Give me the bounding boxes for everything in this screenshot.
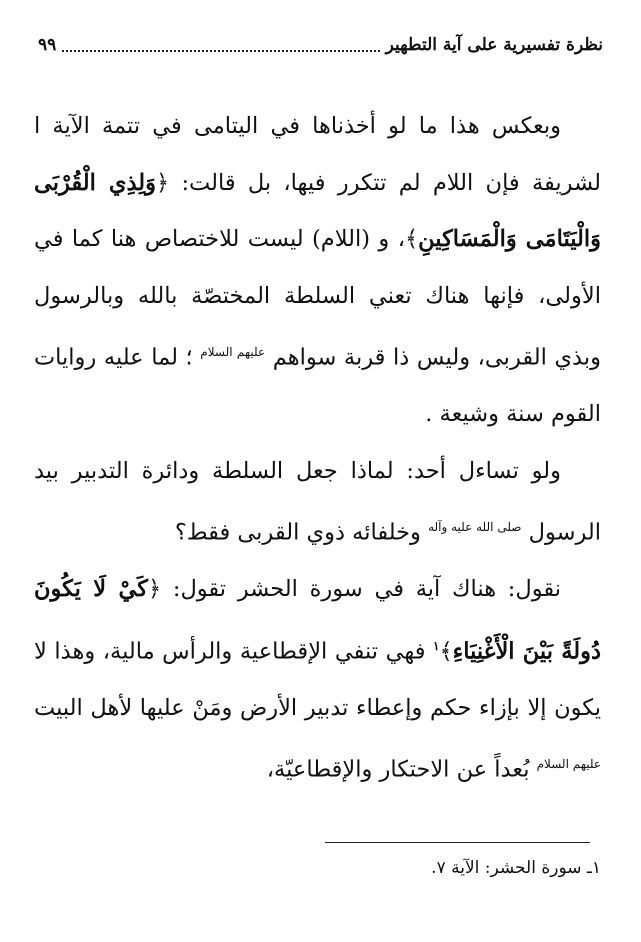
running-header — [38, 30, 603, 60]
paragraph-1-text-b: ، و (اللام) ليست للاختصاص هنا كما في الأولى، فإنها هناك تعني السلطة المختصّة بالله وبالرسول وبذي القربى، وليس ذا قربة سواهم — [34, 226, 601, 371]
paragraph-1-text-c: ؛ لما عليه روايات القوم سنة وشيعة . — [34, 344, 601, 427]
paragraph-2-text-b: وخلفائه ذوي القربى فقط؟ — [174, 519, 429, 546]
paragraph-1-text-a: وبعكس هذا ما لو أخذناها في اليتامى في تتمة الآية ا لشريفة فإن اللام لم تتكرر فيها، بل قالت: — [34, 113, 601, 196]
footnote: ١ـ سورة الحشر: الآية ٧. — [431, 858, 601, 878]
paragraph-3-text-a: نقول: هناك آية في سورة الحشر تقول: — [161, 576, 561, 602]
paragraph-3 — [34, 561, 601, 798]
header-leader-dots — [62, 38, 379, 52]
paragraph-1 — [34, 98, 601, 443]
paragraph-3-text-c: بُعداً عن الاحتكار والإقطاعيّة، — [266, 756, 537, 783]
quran-bracket-close: ﴾ — [404, 226, 419, 252]
quran-verse-1-text: وَلِذِي الْقُرْبَى وَالْيَتَامَى وَالْمَسَاكِينِ — [34, 169, 601, 252]
honorific-symbol: عليهم السلام — [200, 345, 266, 359]
paragraph-2 — [34, 443, 601, 562]
paragraph-2-text-a: ولو تساءل أحد: لماذا جعل السلطة ودائرة التدبير بيد الرسول — [34, 457, 601, 546]
quran-bracket-open: ﴿ — [147, 576, 162, 602]
honorific-symbol: عليهم السلام — [536, 757, 601, 771]
quran-verse-2-text: كَيْ لَا يَكُونَ دُولَةً بَيْنَ الْأَغْنِيَاءِ — [34, 576, 602, 664]
footnote-reference: ١ — [433, 638, 440, 653]
quran-bracket-open: ﴿ — [156, 169, 170, 196]
honorific-symbol: صلى الله عليه وآله — [428, 520, 522, 534]
header-title: نظرة تفسيرية على آية التطهير — [385, 35, 603, 55]
paragraph-3-text-b: فهي تنفي الإقطاعية والرأس مالية، وهذا لا يكون إلا بإزاء حكم وإعطاء تدبير الأرض ومَنْ عليها لأهل البيت — [34, 638, 601, 721]
body-text — [34, 98, 601, 798]
page-number: ٩٩ — [38, 35, 57, 55]
quran-bracket-close: ﴾ — [439, 638, 453, 664]
footnote-divider — [325, 842, 590, 843]
